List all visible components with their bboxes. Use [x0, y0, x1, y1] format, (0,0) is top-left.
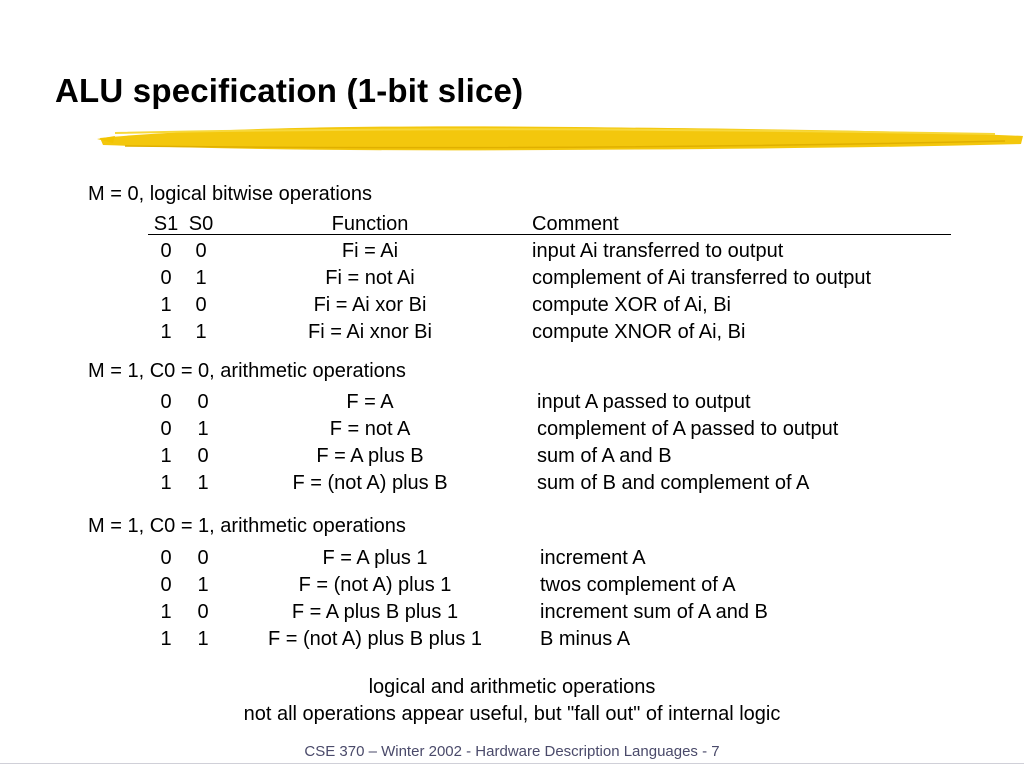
function-cell: F = A plus 1	[322, 547, 428, 569]
function-cell: Fi = Ai	[341, 240, 399, 262]
comment-cell: sum of A and B	[537, 445, 672, 467]
note-line: not all operations appear useful, but "fall out" of internal logic	[243, 703, 781, 725]
section-heading: M = 1, C0 = 1, arithmetic operations	[88, 515, 406, 537]
comment-cell: input A passed to output	[537, 391, 751, 413]
comment-cell: input Ai transferred to output	[532, 240, 784, 262]
function-cell: F = (not A) plus 1	[298, 574, 452, 596]
comment-cell: compute XNOR of Ai, Bi	[532, 321, 746, 343]
s0-cell: 1	[197, 472, 209, 494]
s1-cell: 1	[160, 601, 172, 623]
s1-cell: 0	[160, 574, 172, 596]
note-line: logical and arithmetic operations	[368, 676, 656, 698]
s1-cell: 1	[160, 628, 172, 650]
section-heading: M = 1, C0 = 0, arithmetic operations	[88, 360, 406, 382]
comment-cell: compute XOR of Ai, Bi	[532, 294, 731, 316]
comment-cell: increment A	[540, 547, 646, 569]
s0-cell: 1	[195, 267, 207, 289]
comment-cell: complement of Ai transferred to output	[532, 267, 872, 289]
function-cell: F = A plus B plus 1	[291, 601, 459, 623]
section-heading: M = 0, logical bitwise operations	[88, 183, 373, 205]
function-cell: Fi = Ai xor Bi	[313, 294, 427, 316]
s0-cell: 1	[197, 574, 209, 596]
s0-cell: 0	[197, 445, 209, 467]
function-cell: Fi = Ai xnor Bi	[308, 321, 432, 343]
footer-rule	[0, 763, 1024, 764]
s1-cell: 1	[160, 294, 172, 316]
function-cell: F = (not A) plus B plus 1	[268, 628, 482, 650]
column-header-function: Function	[331, 213, 409, 235]
s1-cell: 0	[160, 418, 172, 440]
s1-cell: 0	[160, 547, 172, 569]
slide-title: ALU specification (1-bit slice)	[55, 72, 524, 109]
function-cell: F = (not A) plus B	[292, 472, 448, 494]
comment-cell: increment sum of A and B	[540, 601, 768, 623]
s0-cell: 1	[197, 628, 209, 650]
comment-cell: B minus A	[540, 628, 631, 650]
column-header-s0: S0	[188, 213, 214, 235]
header-rule	[148, 234, 951, 235]
comment-cell: sum of B and complement of A	[537, 472, 810, 494]
s1-cell: 1	[160, 321, 172, 343]
slide-footer: CSE 370 – Winter 2002 - Hardware Description Languages - 7	[304, 743, 720, 760]
s1-cell: 0	[160, 391, 172, 413]
comment-cell: twos complement of A	[540, 574, 736, 596]
s0-cell: 0	[197, 391, 209, 413]
s1-cell: 0	[160, 267, 172, 289]
s0-cell: 1	[197, 418, 209, 440]
column-header-comment: Comment	[532, 213, 619, 235]
s1-cell: 1	[160, 445, 172, 467]
function-cell: F = not A	[329, 418, 411, 440]
s1-cell: 0	[160, 240, 172, 262]
s1-cell: 1	[160, 472, 172, 494]
s0-cell: 1	[195, 321, 207, 343]
comment-cell: complement of A passed to output	[537, 418, 839, 440]
s0-cell: 0	[197, 601, 209, 623]
function-cell: F = A plus B	[316, 445, 424, 467]
function-cell: Fi = not Ai	[325, 267, 415, 289]
s0-cell: 0	[195, 240, 207, 262]
s0-cell: 0	[195, 294, 207, 316]
function-cell: F = A	[346, 391, 394, 413]
s0-cell: 0	[197, 547, 209, 569]
highlighter-stroke-decoration	[95, 118, 1024, 158]
column-header-s1: S1	[153, 213, 179, 235]
